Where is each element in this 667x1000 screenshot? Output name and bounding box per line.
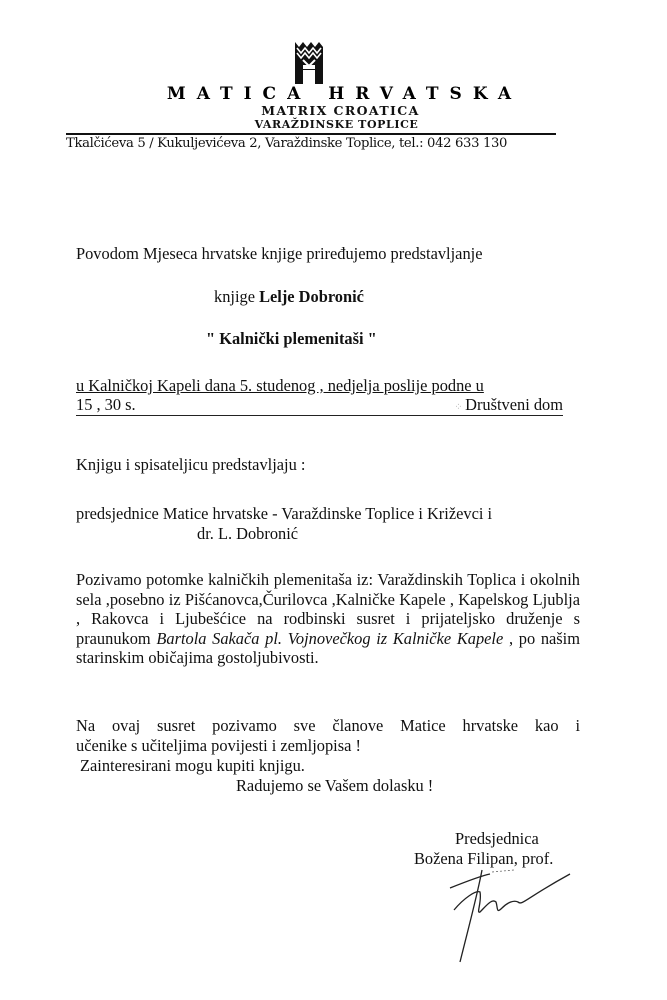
letterhead-rule [66,133,556,135]
closing-line: Radujemo se Vašem dolasku ! [236,776,434,795]
book-author-line [214,287,364,307]
organization-latin-name: MATRIX CROATICA [261,103,420,118]
presenters-line-1: predsjednice Matice hrvatske - Varaždinske Toplice i Križevci i [76,504,493,523]
invitation-text-end: , po našim starinskim običajima gostoljubivosti. [76,628,580,668]
invitation-text: Pozivamo potomke kalničkih plemenitaša iz: Varaždinskih Toplica i okolnih sela ,posebno iz Pišćanovca,Čurilovca ,Kalničke Kapele , Kapelskog Ljublja , Rakovca i Ljubešćice na rodbinski susret i prijateljsko druženje s praunukom [76,570,580,648]
handwritten-signature-icon [430,862,580,972]
purchase-note: Zainteresirani mogu kupiti knjigu. [80,756,305,775]
book-author: Lelje Dobronić [259,287,364,306]
members-invite-line-1: Na ovaj susret pozivamo sve članove Matice hrvatske kao i [76,716,580,735]
members-invite-line-2: učenike s učiteljima povijesti i zemljopisa ! [76,736,361,755]
book-prefix: knjige [214,287,255,306]
venue-line-2 [76,395,563,416]
invitation-ancestor-name: Bartola Sakača pl. Vojnovečkog iz Kalničke Kapele [156,628,504,648]
presenters-line-2: dr. L. Dobronić [197,524,299,543]
event-place-wrap [454,395,563,418]
scan-speck: ⁘ [454,402,466,413]
organization-branch: VARAŽDINSKE TOPLICE [254,118,419,131]
organization-address: Tkalčićeva 5 / Kukuljevićeva 2, Varaždinske Toplice, tel.: 042 633 130 [66,136,508,151]
matica-hrvatska-logo-icon [294,40,324,84]
event-time: 15 , 30 s. [76,395,136,414]
presenters-label: Knjigu i spisateljicu predstavljaju : [76,455,306,474]
invitation-paragraph [76,570,580,668]
signatory-name: Božena Filipan, prof. [414,849,554,868]
intro-line: Povodom Mjeseca hrvatske knjige priređujemo predstavljanje [76,244,483,263]
organization-name: MATICA HRVATSKA [166,84,523,104]
signatory-role: Predsjednica [455,829,539,848]
event-place: Društveni dom [465,395,563,414]
venue-line-1: u Kalničkoj Kapeli dana 5. studenog , nedjelja poslije podne u [76,376,484,395]
book-title: " Kalnički plemenitaši " [206,329,377,348]
